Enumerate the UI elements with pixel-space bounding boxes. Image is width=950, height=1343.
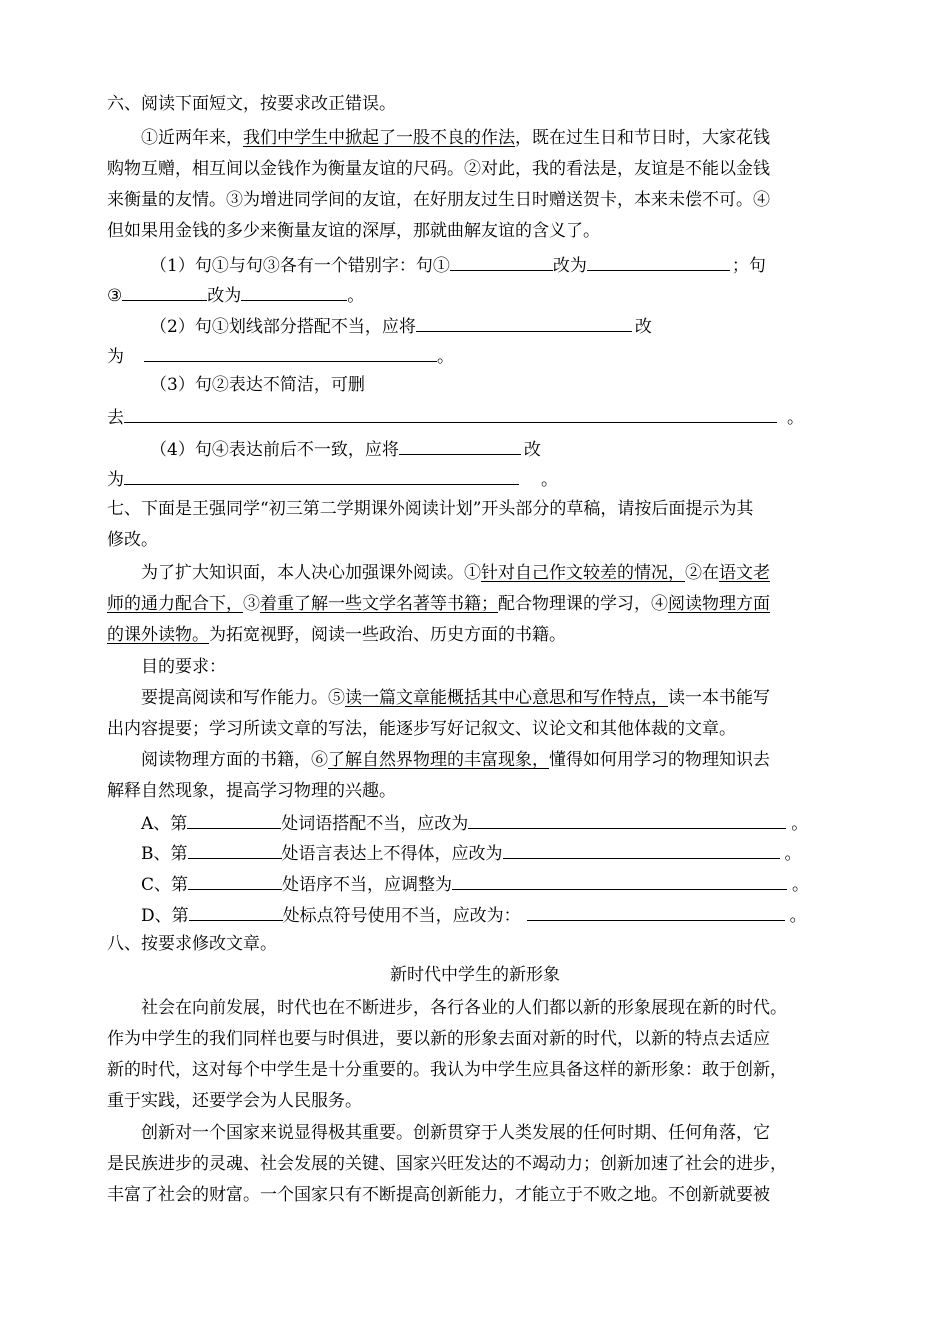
question-2-line-1	[150, 313, 855, 337]
question-text: ③	[107, 286, 123, 306]
essay-p2-line-2: 是民族进步的灵魂、社会发展的关键、国家兴旺发达的不竭动力；创新加速了社会的进步，	[107, 1154, 787, 1174]
text-span: 读一本书能写	[668, 688, 770, 708]
question-3-line-2	[107, 404, 855, 428]
answer-blank[interactable]	[189, 902, 283, 921]
question-text: A、第	[141, 814, 188, 834]
section8-heading: 八、按要求修改文章。	[107, 934, 277, 954]
question-text: 去	[107, 408, 124, 428]
question-1-line-2	[107, 282, 855, 306]
section7-heading: 七、下面是王强同学“初三第二学期课外阅读计划”开头部分的草稿，请按后面提示为其	[107, 499, 754, 519]
essay-title: 新时代中学生的新形象	[390, 965, 560, 985]
essay-p1-line-3: 新的时代，这对每个中学生是十分重要的。我认为中学生应具备这样的新形象：敢于创新，	[107, 1060, 787, 1080]
answer-blank[interactable]	[399, 436, 521, 455]
question-4-line-2	[107, 466, 855, 490]
question-text: 改为	[552, 256, 587, 276]
section6-para-line-1	[141, 126, 855, 150]
goal-para-2-line-2: 解释自然现象，提高学习物理的兴趣。	[107, 781, 396, 801]
question-text: 。	[541, 470, 558, 490]
question-text: 。	[787, 408, 804, 428]
text-span: 配合物理课的学习，④	[498, 594, 668, 614]
text-span: ①近两年来，	[141, 128, 243, 148]
underlined-phrase: 阅读物理方面	[668, 594, 770, 614]
question-3-line-1: （3）句②表达不简洁，可删	[150, 375, 365, 395]
answer-blank[interactable]	[452, 871, 787, 890]
question-a	[141, 810, 855, 834]
plan-para-line-2	[107, 592, 855, 616]
question-text: 为	[107, 347, 124, 367]
essay-p2-line-3: 丰富了社会的财富。一个国家只有不断提高创新能力，才能立于不败之地。不创新就要被	[107, 1185, 770, 1205]
answer-blank[interactable]	[587, 252, 730, 271]
plan-para-line-1	[141, 561, 855, 585]
text-span: 懂得如何用学习的物理知识去	[549, 750, 770, 770]
underlined-phrase: 的课外读物。	[107, 625, 209, 645]
question-text: ；句	[731, 256, 766, 276]
question-text: （1）句①与句③各有一个错别字：句①	[150, 256, 450, 276]
question-text: 。	[437, 347, 454, 367]
answer-blank[interactable]	[144, 343, 437, 362]
answer-blank[interactable]	[416, 313, 632, 332]
answer-blank[interactable]	[122, 282, 207, 301]
section6-heading: 六、阅读下面短文，按要求改正错误。	[107, 94, 396, 114]
question-c	[141, 871, 855, 895]
question-text: 。	[789, 906, 807, 926]
question-b	[141, 840, 855, 864]
answer-blank[interactable]	[503, 840, 780, 859]
question-text: 为	[107, 470, 124, 490]
question-text: （2）句①划线部分搭配不当，应将	[150, 317, 416, 337]
plan-para-line-3	[107, 623, 855, 647]
question-text: 处语言表达上不得体，应改为	[281, 844, 503, 864]
text-span: ③	[243, 594, 260, 614]
section6-para-line-4: 但如果用金钱的多少来衡量友谊的深厚，那就曲解友谊的含义了。	[107, 221, 600, 241]
question-text: 处语序不当，应调整为	[282, 875, 453, 895]
essay-p1-line-2: 作为中学生的我们同样也要与时俱进，要以新的形象去面对新的时代，以新的特点去适应	[107, 1029, 770, 1049]
question-text: 。	[792, 875, 810, 895]
text-span: 要提高阅读和写作能力。⑤	[141, 688, 345, 708]
goal-para-1-line-2: 出内容提要；学习所读文章的写法，能逐步写好记叙文、议论文和其他体裁的文章。	[107, 719, 736, 739]
text-span: ②在	[685, 563, 719, 583]
underlined-phrase: 我们中学生中掀起了一股不良的作法	[243, 128, 515, 148]
underlined-phrase: 着重了解一些文学名著等书籍；	[260, 594, 498, 614]
question-text: 改	[523, 440, 541, 460]
question-text: 处标点符号使用不当，应改为：	[282, 906, 521, 926]
question-1-line-1	[150, 252, 855, 276]
underlined-phrase: 读一篇文章能概括其中心意思和写作特点，	[345, 688, 668, 708]
essay-p1-line-1: 社会在向前发展，时代也在不断进步，各行各业的人们都以新的形象展现在新的时代。	[141, 998, 787, 1018]
section6-para-line-2: 购物互赠，相互间以金钱作为衡量友谊的尺码。②对此，我的看法是，友谊是不能以金钱	[107, 159, 770, 179]
goal-para-2-line-1	[141, 748, 855, 772]
section7-heading-cont: 修改。	[107, 530, 158, 550]
answer-blank[interactable]	[450, 252, 553, 271]
question-text: 改	[634, 317, 652, 337]
question-text: 。	[784, 844, 802, 864]
answer-blank[interactable]	[188, 840, 282, 859]
goal-label: 目的要求：	[141, 657, 226, 677]
question-text: B、第	[141, 844, 188, 864]
text-span: 为拓宽视野，阅读一些政治、历史方面的书籍。	[209, 625, 566, 645]
goal-para-1-line-1	[141, 686, 855, 710]
text-span: ，既在过生日和节日时，大家花钱	[515, 128, 770, 148]
answer-blank[interactable]	[241, 282, 347, 301]
question-text: D、第	[141, 906, 189, 926]
underlined-phrase: 师的通力配合下，	[107, 594, 243, 614]
text-span: 阅读物理方面的书籍，⑥	[141, 750, 328, 770]
question-text: 。	[347, 286, 365, 306]
answer-blank[interactable]	[188, 871, 282, 890]
question-text: （4）句④表达前后不一致，应将	[150, 440, 399, 460]
answer-blank[interactable]	[124, 466, 519, 485]
question-text: 改为	[207, 286, 242, 306]
answer-blank[interactable]	[468, 810, 786, 829]
text-span: 为了扩大知识面，本人决心加强课外阅读。①	[141, 563, 481, 583]
answer-blank[interactable]	[527, 902, 785, 921]
question-2-line-2	[107, 343, 855, 367]
underlined-phrase: 了解自然界物理的丰富现象，	[328, 750, 549, 770]
question-d	[141, 902, 855, 926]
essay-p1-line-4: 重于实践，还要学会为人民服务。	[107, 1091, 362, 1111]
question-text: 。	[791, 814, 809, 834]
question-text: 处词语搭配不当，应改为	[281, 814, 469, 834]
answer-blank[interactable]	[187, 810, 281, 829]
essay-p2-line-1: 创新对一个国家来说显得极其重要。创新贯穿于人类发展的任何时期、任何角落，它	[141, 1123, 770, 1143]
underlined-phrase: 针对自己作文较差的情况，	[481, 563, 685, 583]
section6-para-line-3: 来衡量的友情。③为增进同学间的友谊，在好朋友过生日时赠送贺卡，本来未偿不可。④	[107, 190, 770, 210]
question-text: C、第	[141, 875, 189, 895]
answer-blank[interactable]	[124, 404, 777, 423]
underlined-phrase: 语文老	[719, 563, 770, 583]
question-4-line-1	[150, 436, 855, 460]
